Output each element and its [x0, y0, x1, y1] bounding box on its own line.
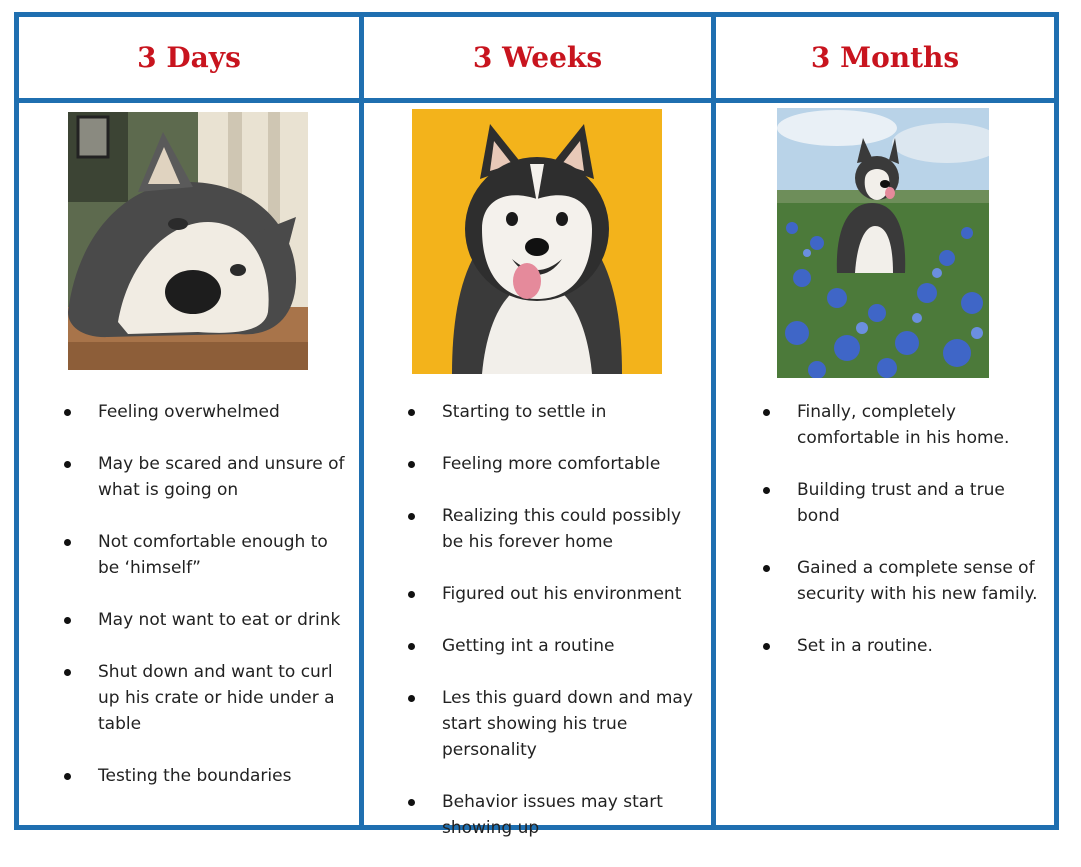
bullet-list-3-weeks — [408, 399, 704, 867]
list-item: Feeling overwhelmed — [64, 399, 354, 425]
list-item: Shut down and want to curl up his crate or hide under a table — [64, 659, 354, 737]
list-item: Realizing this could possibly be his forever home — [408, 503, 704, 555]
list-item: Testing the boundaries — [64, 763, 354, 789]
column-3-days — [19, 103, 359, 825]
list-item: Figured out his environment — [408, 581, 704, 607]
column-3-months — [716, 103, 1054, 825]
list-item: Building trust and a true bond — [763, 477, 1049, 529]
column-3-weeks — [364, 103, 711, 838]
husky-lying-photo — [68, 112, 308, 370]
list-item: Getting int a routine — [408, 633, 704, 659]
bullet-list-3-months — [763, 399, 1049, 685]
list-item: Not comfortable enough to be ‘himself” — [64, 529, 354, 581]
bullet-list-3-days — [64, 399, 354, 815]
list-item: Finally, completely comfortable in his home. — [763, 399, 1049, 451]
list-item: Set in a routine. — [763, 633, 1049, 659]
list-item: Behavior issues may start showing up — [408, 789, 704, 841]
list-item: Feeling more comfortable — [408, 451, 704, 477]
husky-bluebonnets-photo — [777, 108, 989, 378]
header-3-days: 3 Days — [137, 41, 241, 74]
list-item: Starting to settle in — [408, 399, 704, 425]
smiling-husky-photo — [412, 109, 662, 374]
list-item: May not want to eat or drink — [64, 607, 354, 633]
header-3-weeks: 3 Weeks — [472, 41, 603, 74]
list-item: May be scared and unsure of what is going on — [64, 451, 354, 503]
comparison-table — [14, 12, 1059, 838]
header-3-months: 3 Months — [810, 41, 960, 74]
list-item: Gained a complete sense of security with his new family. — [763, 555, 1049, 607]
list-item: Les this guard down and may start showing his true personality — [408, 685, 704, 763]
